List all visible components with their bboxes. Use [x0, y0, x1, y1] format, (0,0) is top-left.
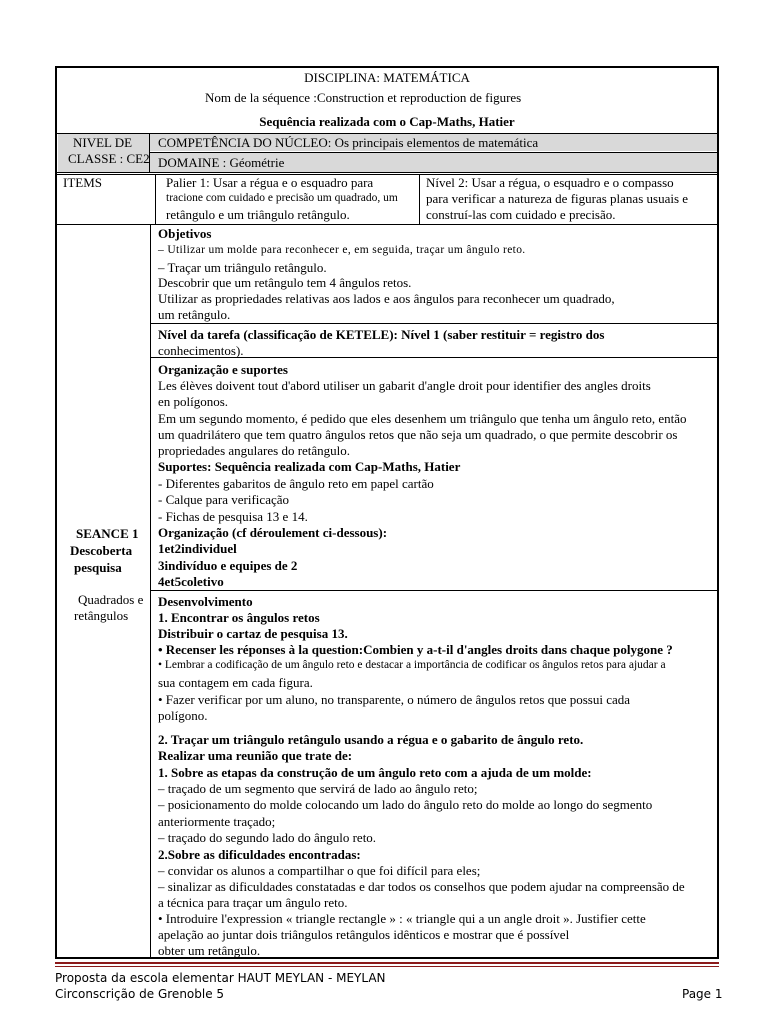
items-label: ITEMS [63, 175, 102, 190]
seance-subtitle: Descoberta [70, 543, 133, 558]
rule [150, 323, 717, 324]
nivel2-line: Nível 2: Usar a régua, o esquadro e o compasso [426, 175, 674, 190]
sequence-source: Sequência realizada com o Cap-Maths, Hatier [259, 114, 515, 129]
step2-point2: 2.Sobre as dificuldades encontradas: [158, 847, 361, 862]
step1-bullet-cont: polígono. [158, 708, 208, 723]
seance-subtitle: pesquisa [74, 560, 122, 575]
organization-line: Les élèves doivent tout d'abord utiliser un gabarit d'angle droit pour identifier des angles droits [158, 378, 651, 393]
support-item: - Diferentes gabaritos de ângulo reto em papel cartão [158, 476, 434, 491]
level-label-class: CLASSE : CE2 [68, 151, 150, 166]
support-item: - Calque para verificação [158, 492, 290, 507]
step1-bullet: • Recenser les réponses à la question:Combien y a-t-il d'angles droits dans chaque polygone ? [158, 642, 673, 657]
development-heading: Desenvolvimento [158, 594, 253, 609]
objective-line: um retângulo. [158, 307, 231, 322]
objective-line: – Traçar um triângulo retângulo. [158, 260, 327, 275]
footer-school: Proposta da escola elementar HAUT MEYLAN - MEYLAN [55, 971, 386, 985]
footer-district: Circonscrição de Grenoble 5 [55, 987, 225, 1001]
step2-line: – traçado do segundo lado do ângulo reto. [158, 830, 377, 845]
rule [57, 172, 717, 173]
nivel2-line: para verificar a natureza de figuras planas usuais e [426, 191, 689, 206]
rule [419, 174, 420, 225]
palier1-line: retângulo e um triângulo retângulo. [166, 207, 350, 222]
seance-topic: retângulos [74, 608, 129, 623]
seance-title: SEANCE 1 [76, 526, 139, 541]
step2-line: – convidar os alunos a compartilhar o que foi difícil para eles; [158, 863, 481, 878]
step2-line: apelação ao juntar dois triângulos retângulos idênticos e mostrar que é possível [158, 927, 570, 942]
step2-sub: Realizar uma reunião que trate de: [158, 748, 353, 763]
domain-text: DOMAINE : Géométrie [158, 155, 285, 170]
objective-line: Utilizar as propriedades relativas aos lados e aos ângulos para reconhecer um quadrado, [158, 291, 615, 306]
step2-line: a técnica para traçar um ângulo reto. [158, 895, 348, 910]
competence-text: COMPETÊNCIA DO NÚCLEO: Os principais elementos de matemática [158, 135, 539, 150]
page-number: Page 1 [682, 987, 723, 1001]
objectives-heading: Objetivos [158, 226, 212, 241]
step2-line: anteriormente traçado; [158, 814, 276, 829]
step2-line: – sinalizar as dificuldades constatadas e dar todos os conselhos que podem ajudar na compreensão de [158, 879, 685, 894]
step1-bullet: • Lembrar a codificação de um ângulo reto e destacar a importância de codificar os ângulos retos para ajudar a [158, 659, 666, 671]
rule [57, 224, 717, 225]
step2-point1: 1. Sobre as etapas da construção de um ângulo reto com a ajuda de um molde: [158, 765, 592, 780]
organization-line: en polígonos. [158, 394, 229, 409]
nivel2-line: construí-las com cuidado e precisão. [426, 207, 616, 222]
org-item: 1et2individuel [158, 541, 237, 556]
footer-rule [55, 966, 719, 967]
step1-title: 1. Encontrar os ângulos retos [158, 610, 320, 625]
task-level: Nível da tarefa (classificação de KETELE): Nível 1 (saber restituir = registro dos [158, 327, 605, 342]
organization-line: Em um segundo momento, é pedido que eles desenhem um triângulo que tenha um ângulo reto, então [158, 411, 687, 426]
objective-line: Descobrir que um retângulo tem 4 ângulos retos. [158, 275, 412, 290]
step2-line: obter um retângulo. [158, 943, 261, 958]
supports-heading: Suportes: Sequência realizada com Cap-Maths, Hatier [158, 459, 461, 474]
step2-line: – traçado de um segmento que servirá de lado ao ângulo reto; [158, 781, 478, 796]
support-item: - Fichas de pesquisa 13 e 14. [158, 509, 308, 524]
rule [150, 590, 717, 591]
objective-line: – Utilizar um molde para reconhecer e, em seguida, traçar um ângulo reto. [158, 244, 526, 256]
discipline-title: DISCIPLINA: MATEMÁTICA [304, 70, 470, 85]
level-label: NIVEL DE [73, 135, 133, 150]
rule [150, 224, 151, 959]
seance-topic: Quadrados e [78, 592, 144, 607]
step1-bullet-cont: sua contagem em cada figura. [158, 675, 313, 690]
rule [57, 133, 717, 134]
sequence-name: Nom de la séquence :Construction et reproduction de figures [205, 90, 522, 105]
rule [150, 152, 717, 153]
rule [155, 174, 156, 225]
task-level-cont: conhecimentos). [158, 343, 244, 358]
organization-heading: Organização e suportes [158, 362, 288, 377]
footer-rule [55, 962, 719, 964]
org-heading: Organização (cf déroulement ci-dessous): [158, 525, 388, 540]
org-item: 3indivíduo e equipes de 2 [158, 558, 298, 573]
step2-line: • Introduire l'expression « triangle rectangle » : « triangle qui a un angle droit ». Justifier cette [158, 911, 646, 926]
step2-line: – posicionamento do molde colocando um lado do ângulo reto do molde ao longo do segmento [158, 797, 653, 812]
step1-sub: Distribuir o cartaz de pesquisa 13. [158, 626, 348, 641]
organization-line: propriedades angulares do retângulo. [158, 443, 351, 458]
step1-bullet: • Fazer verificar por um aluno, no transparente, o número de ângulos retos que possui cada [158, 692, 631, 707]
organization-line: um quadrilátero que tem quatro ângulos retos que não seja um quadrado, o que permite descobrir os [158, 427, 678, 442]
palier1-line: Palier 1: Usar a régua e o esquadro para [166, 175, 374, 190]
org-item: 4et5coletivo [158, 574, 224, 589]
step2-title: 2. Traçar um triângulo retângulo usando a régua e o gabarito de ângulo reto. [158, 732, 584, 747]
palier1-line: tracione com cuidado e precisão um quadrado, um [166, 192, 398, 204]
